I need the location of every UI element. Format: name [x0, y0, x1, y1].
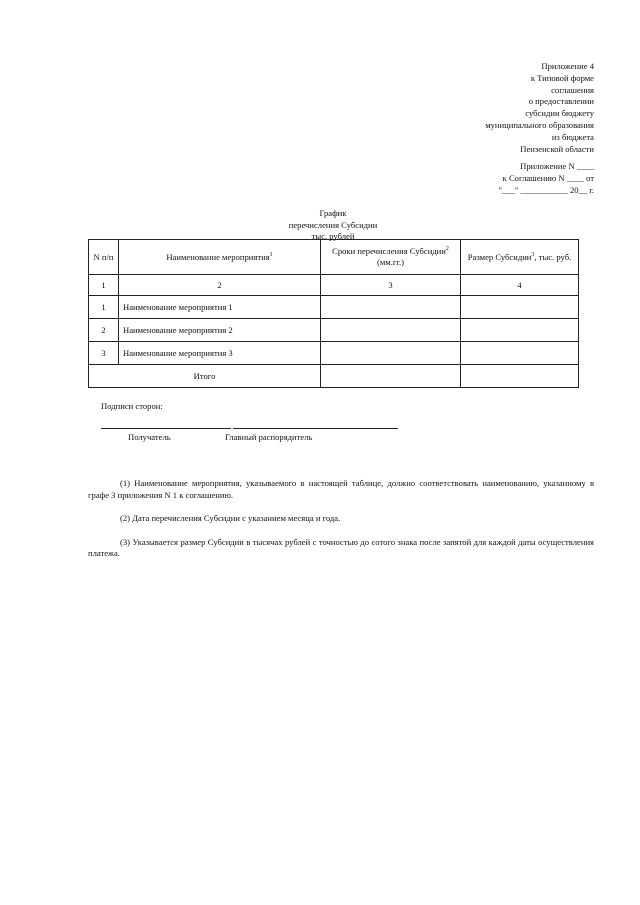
annex-line: к Типовой форме: [530, 72, 594, 83]
recipient-signature-line: [101, 428, 231, 429]
agreement-annex-line: Приложение N ____: [520, 161, 594, 171]
table-row: [89, 342, 579, 365]
row-amount: [461, 342, 579, 365]
column-number-row: [89, 275, 579, 296]
row-dates: [321, 342, 461, 365]
subsidy-schedule-table: [88, 239, 579, 388]
total-amount: [461, 365, 579, 388]
schedule-title: [88, 208, 578, 243]
row-name: Наименование мероприятия 2: [119, 319, 321, 342]
footnotes: [88, 478, 594, 572]
header-num: N п/п: [89, 240, 119, 275]
annex-line: из бюджета: [551, 131, 594, 142]
row-dates: [321, 296, 461, 319]
table-row: [89, 319, 579, 342]
total-dates: [321, 365, 461, 388]
column-number: 4: [461, 275, 579, 296]
column-number: 1: [89, 275, 119, 296]
manager-signature-line: [233, 428, 398, 429]
annex-line: Пензенской области: [520, 143, 594, 154]
row-num: 1: [89, 296, 119, 319]
annex-line: субсидии бюджету: [525, 108, 594, 119]
header-dates: Сроки перечисления Субсидии$^2$ (мм.гг.): [321, 240, 461, 275]
agreement-annex-line: "___" ___________ 20__ г.: [498, 184, 594, 195]
header-amount: Размер Субсидии$^3$, тыс. руб.: [461, 240, 579, 275]
annex-line: муниципального образования: [485, 119, 594, 130]
row-name: Наименование мероприятия 3: [119, 342, 321, 365]
manager-caption: Главный распорядитель: [225, 432, 313, 442]
row-amount: [461, 296, 579, 319]
column-number: 2: [119, 275, 321, 296]
row-amount: [461, 319, 579, 342]
title-units: тыс. рублей: [311, 231, 355, 241]
agreement-annex-line: к Соглашению N ____ от: [502, 172, 594, 183]
row-num: 3: [89, 342, 119, 365]
total-row: [89, 365, 579, 388]
column-number: 3: [321, 275, 461, 296]
header-name: Наименование мероприятия$^1$: [119, 240, 321, 275]
signatures-label: Подписи сторон:: [101, 401, 163, 411]
annex-header: [485, 61, 594, 155]
total-label: Итого: [89, 365, 321, 388]
footnote-1: (1) Наименование мероприятия, указываемого в настоящей таблице, должно соответствовать наименованию, указанному в графе 3 приложения N 1 к соглашению.: [88, 478, 594, 500]
row-num: 2: [89, 319, 119, 342]
agreement-annex-header: [498, 161, 594, 196]
annex-line: Приложение 4: [541, 61, 594, 71]
row-name: Наименование мероприятия 1: [119, 296, 321, 319]
annex-line: соглашения: [551, 84, 594, 95]
title-subtitle: перечисления Субсидии: [288, 219, 378, 230]
footnote-3: (3) Указывается размер Субсидии в тысячах рублей с точностью до сотого знака после запятой для каждой даты осуществления платежа.: [88, 536, 594, 559]
footnote-2: (2) Дата перечисления Субсидии с указанием месяца и года.: [120, 513, 341, 524]
annex-line: о предоставлении: [528, 96, 594, 107]
table-row: [89, 296, 579, 319]
table-header-row: [89, 240, 579, 275]
recipient-caption: Получатель: [128, 432, 171, 442]
row-dates: [321, 319, 461, 342]
title-line: График: [319, 208, 347, 218]
